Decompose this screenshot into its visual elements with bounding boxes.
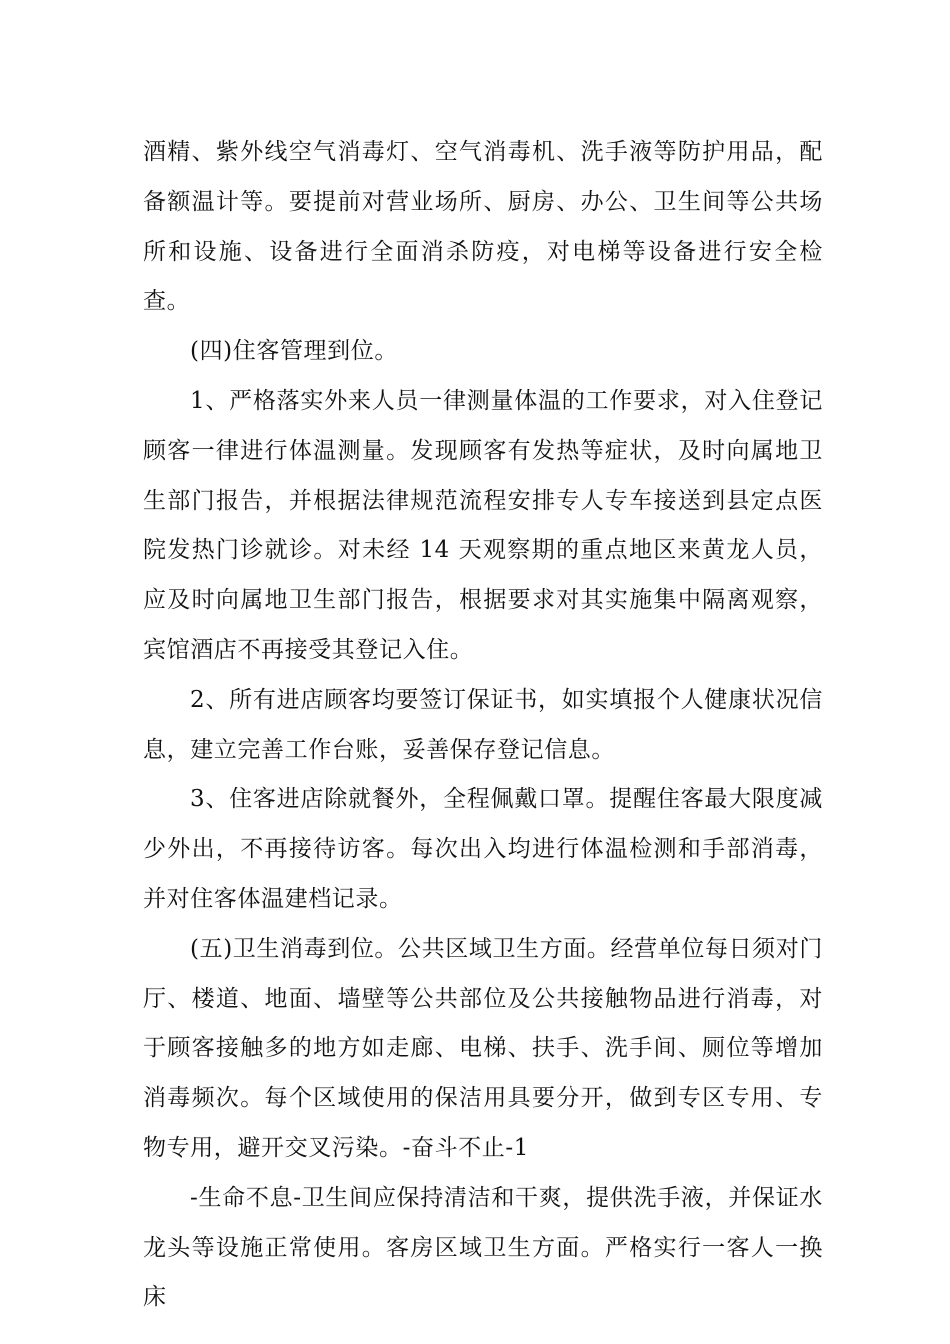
paragraph-1: 酒精、紫外线空气消毒灯、空气消毒机、洗手液等防护用品，配备额温计等。要提前对营业场所、厨房、办公、卫生间等公共场所和设施、设备进行全面消杀防疫，对电梯等设备进行安全检查。 (143, 139, 823, 315)
paragraph-4: 2、所有进店顾客均要签订保证书，如实填报个人健康状况信息，建立完善工作台账，妥善保存登记信息。 (143, 686, 823, 763)
paragraph-2: (四)住客管理到位。 (190, 338, 398, 365)
paragraph-7: -生命不息-卫生间应保持清洁和干爽，提供洗手液，并保证水龙头等设施正常使用。客房区域卫生方面。严格实行一客人一换床 (143, 1184, 823, 1311)
paragraph-3: 1、严格落实外来人员一律测量体温的工作要求，对入住登记顾客一律进行体温测量。发现顾客有发热等症状，及时向属地卫生部门报告，并根据法律规范流程安排专人专车接送到县定点医院发热门诊就诊。对未经 14 天观察期的重点地区来黄龙人员，应及时向属地卫生部门报告，根据要求对其实施集中隔离观察，宾馆酒店不再接受其登记入住。 (143, 387, 823, 663)
document-body (143, 128, 823, 1323)
paragraph-6: (五)卫生消毒到位。公共区域卫生方面。经营单位每日须对门厅、楼道、地面、墙壁等公共部位及公共接触物品进行消毒，对于顾客接触多的地方如走廊、电梯、扶手、洗手间、厕位等增加消毒频次。每个区域使用的保洁用具要分开，做到专区专用、专物专用，避开交叉污染。-奋斗不止-1 (143, 935, 823, 1161)
paragraph-5: 3、住客进店除就餐外，全程佩戴口罩。提醒住客最大限度减少外出，不再接待访客。每次出入均进行体温检测和手部消毒，并对住客体温建档记录。 (143, 786, 823, 912)
